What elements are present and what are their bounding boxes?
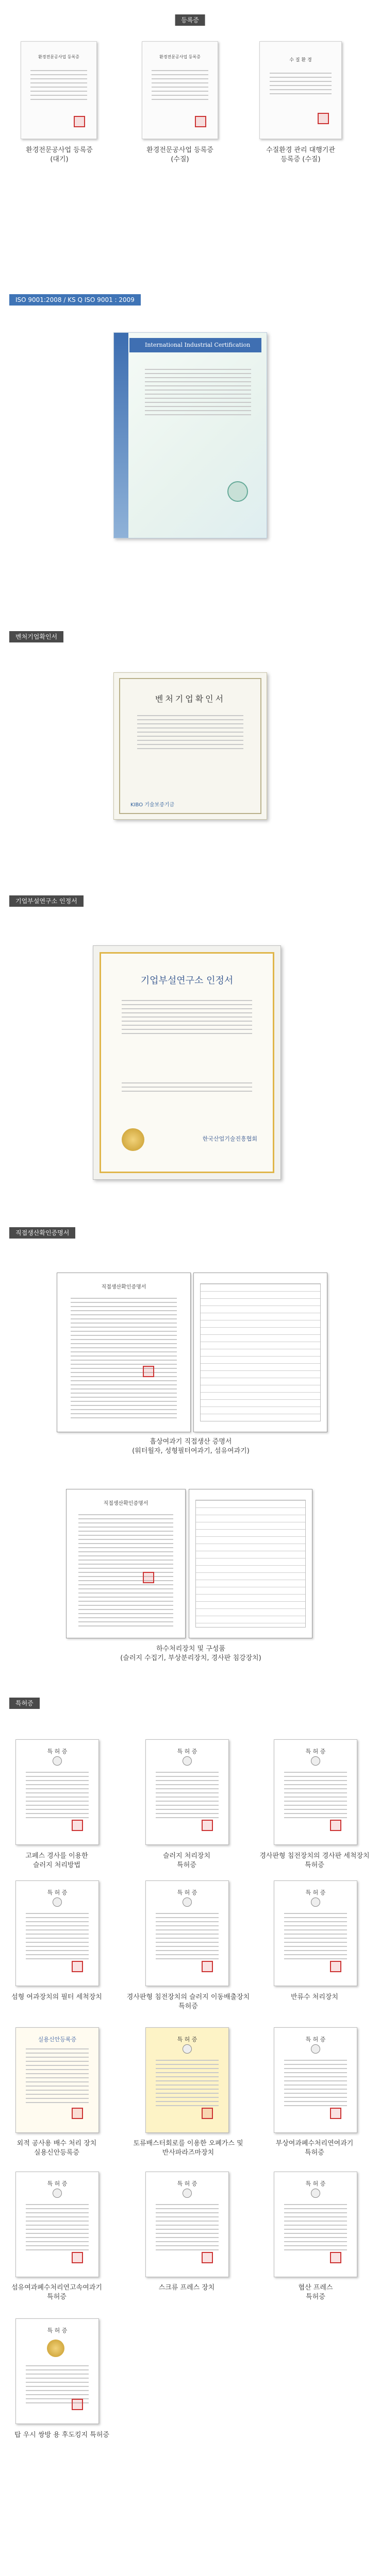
section-tag-registration: 등록증 [175, 14, 205, 26]
doc-title: 환경전문공사업 등록증 [159, 55, 201, 59]
caption-patent-3: 경사판형 침전장치의 경사판 세척장치 특허증 [259, 1852, 370, 1869]
venture-certificate [113, 672, 267, 820]
caption-patent-12: 협산 프레스 특허증 [298, 2284, 333, 2301]
seal-icon [330, 2252, 341, 2263]
doc-title: 직접생산확인증명서 [101, 1284, 146, 1290]
patent-card-4: 특 허 증 [15, 1880, 99, 1986]
product-table [200, 1283, 321, 1421]
caption-registration-3: 수질환경 관리 대행기관 등록증 (수질) [266, 146, 335, 163]
gold-seal-icon [47, 2340, 64, 2357]
kibo-logo: KIBO 기술보증기금 [130, 802, 175, 808]
iso-mark-icon [227, 481, 248, 502]
emblem-icon [183, 2044, 192, 2054]
emblem-icon [311, 1897, 320, 1907]
lab-issuer: 한국산업기술진흥협회 [202, 1136, 257, 1142]
section-tag-patent: 특허증 [9, 1698, 40, 1709]
registration-doc-1 [21, 41, 97, 139]
emblem-icon [183, 1897, 192, 1907]
doc-title: 직접생산확인증명서 [103, 1501, 148, 1506]
emblem-icon [183, 2189, 192, 2198]
seal-icon [202, 1961, 213, 1972]
seal-icon [72, 1961, 83, 1972]
patent-card-10: 특 허 증 [15, 2172, 99, 2277]
caption-patent-2: 슬러지 처리장치 특허증 [162, 1852, 211, 1869]
seal-icon [143, 1366, 154, 1377]
seal-icon [195, 116, 206, 127]
seal-icon [143, 1572, 154, 1583]
direct-production-doc-2 [66, 1489, 186, 1638]
patent-card-7: 실용신안등록증 [15, 2027, 99, 2133]
product-table [195, 1500, 306, 1628]
section-tag-iso: ISO 9001:2008 / KS Q ISO 9001 : 2009 [9, 294, 141, 306]
patent-card-9: 특 허 증 [274, 2027, 357, 2133]
section-tag-lab: 기업부설연구소 인정서 [9, 895, 84, 907]
lab-frame [100, 952, 274, 1173]
seal-icon [72, 1820, 83, 1831]
seal-icon [330, 1820, 341, 1831]
caption-registration-2: 환경전문공사업 등록증 (수질) [146, 146, 213, 163]
patent-card-1: 특 허 증 [15, 1739, 99, 1845]
seal-icon [330, 2108, 341, 2119]
emblem-icon [311, 2189, 320, 2198]
caption-patent-9: 부상여과폐수처리연여과기 특허증 [275, 2140, 354, 2157]
seal-icon [74, 116, 85, 127]
registration-doc-3 [259, 41, 342, 139]
gold-seal-icon [122, 1128, 144, 1151]
caption-patent-4: 섬형 여과장치의 필터 세척장치 [11, 1993, 102, 2001]
iso-side-strip [114, 333, 128, 538]
emblem-icon [311, 2044, 320, 2054]
caption-direct-production-2: 하수처리장치 및 구성품 (슬러지 수집기, 부상분리장치, 경사판 침강장치) [120, 1645, 261, 1662]
seal-icon [318, 113, 329, 124]
emblem-icon [53, 2189, 62, 2198]
emblem-icon [311, 1756, 320, 1766]
patent-card-5: 특 허 증 [145, 1880, 229, 1986]
seal-icon [72, 2108, 83, 2119]
seal-icon [202, 2252, 213, 2263]
venture-frame [119, 678, 261, 814]
seal-icon [72, 2252, 83, 2263]
direct-production-doc-1 [57, 1273, 191, 1432]
patent-card-2: 특 허 증 [145, 1739, 229, 1845]
caption-patent-6: 반류수 처리장치 [290, 1993, 339, 2001]
emblem-icon [183, 1756, 192, 1766]
seal-icon [72, 2399, 83, 2410]
venture-title: 벤처기업확인서 [155, 694, 226, 704]
direct-production-doc-1-page-2 [193, 1273, 327, 1432]
patent-card-13: 특 허 증 [15, 2318, 99, 2424]
seal-icon [202, 2108, 213, 2119]
caption-patent-1: 고페스 경사를 이용한 슬러지 처리방법 [25, 1852, 88, 1869]
seal-icon [202, 1820, 213, 1831]
patent-card-6: 특 허 증 [274, 1880, 357, 1986]
iso-header: International Industrial Certification [129, 338, 261, 352]
emblem-icon [53, 1756, 62, 1766]
patent-card-11: 특 허 증 [145, 2172, 229, 2277]
caption-patent-5: 경사판형 침전장치의 슬러지 이동배출장치 특허증 [126, 1993, 250, 2010]
iso-certificate [113, 332, 267, 538]
emblem-icon [53, 1897, 62, 1907]
patent-card-8: 특 허 증 [145, 2027, 229, 2133]
lab-title: 기업부설연구소 인정서 [140, 975, 234, 986]
caption-patent-8: 토류배스터회로를 이용한 오폐가스 및 반사파라즈마장치 [133, 2140, 243, 2157]
caption-patent-7: 외적 공사용 배수 처리 장치 실용신안등록증 [16, 2140, 97, 2157]
caption-registration-1: 환경전문공사업 등록증 (대기) [26, 146, 93, 163]
doc-title: 환경전문공사업 등록증 [38, 55, 79, 59]
lab-certificate [93, 945, 281, 1180]
caption-patent-13: 탑 우시 쌍방 용 후도킹지 특허증 [14, 2431, 109, 2439]
caption-direct-production-1: 흡상여과기 직접생산 증명서 (워터월자, 성형필터여과기, 섬유여과기) [132, 1438, 250, 1455]
section-tag-direct-production: 직접생산확인증명서 [9, 1227, 75, 1239]
caption-patent-10: 섬유여과폐수처리연고속여과기 특허증 [11, 2284, 102, 2301]
registration-doc-2 [142, 41, 218, 139]
section-tag-venture: 벤처기업확인서 [9, 631, 63, 642]
patent-card-12: 특 허 증 [274, 2172, 357, 2277]
direct-production-doc-2-page-2 [189, 1489, 312, 1638]
seal-icon [330, 1961, 341, 1972]
doc-title: 수 질 환 경 [289, 58, 312, 63]
caption-patent-11: 스크류 프레스 장치 [158, 2284, 215, 2292]
patent-card-3: 특 허 증 [274, 1739, 357, 1845]
